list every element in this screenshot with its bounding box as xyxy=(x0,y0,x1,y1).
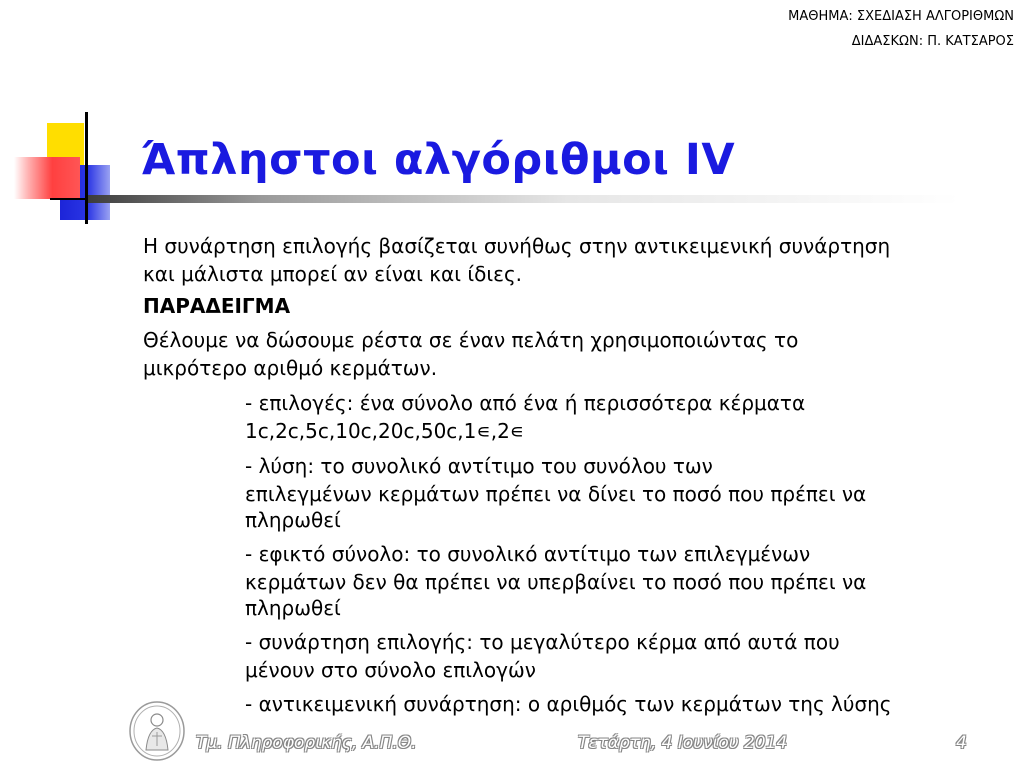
university-seal-icon xyxy=(128,700,186,762)
feasible-set-item-line-3: πληρωθεί xyxy=(245,596,341,620)
intro-line-2: και μάλιστα μπορεί αν είναι και ίδιες. xyxy=(143,262,523,286)
selection-function-item-line-2: μένουν στο σύνολο επιλογών xyxy=(245,658,536,682)
example-heading: ΠΑΡΑΔΕΙΓΜΑ xyxy=(143,294,291,318)
course-header: ΜΑΘΗΜΑ: ΣΧΕΔΙΑΣΗ ΑΛΓΟΡΙΘΜΩΝ xyxy=(788,9,1014,24)
footer-department: Τμ. Πληροφορικής, Α.Π.Θ. xyxy=(196,733,417,753)
instructor-header: ΔΙΔΑΣΚΩΝ: Π. ΚΑΤΣΑΡΟΣ xyxy=(851,34,1014,49)
logo-vertical-line xyxy=(85,112,88,224)
intro-line-1: Η συνάρτηση επιλογής βασίζεται συνήθως στην αντικειμενική συνάρτηση xyxy=(143,234,891,258)
objective-function-item-line-1: - αντικειμενική συνάρτηση: ο αριθμός των κερμάτων της λύσης xyxy=(245,692,892,716)
choices-item-line-1: - επιλογές: ένα σύνολο από ένα ή περισσότερα κέρματα xyxy=(245,391,806,415)
solution-item-line-3: πληρωθεί xyxy=(245,508,341,532)
slide-title: Άπληστοι αλγόριθμοι IV xyxy=(141,135,736,185)
solution-item-line-2: επιλεγμένων κερμάτων πρέπει να δίνει το ποσό που πρέπει να xyxy=(245,482,867,506)
goal-line-1: Θέλουμε να δώσουμε ρέστα σε έναν πελάτη χρησιμοποιώντας το xyxy=(143,328,799,352)
feasible-set-item-line-2: κερμάτων δεν θα πρέπει να υπερβαίνει το ποσό που πρέπει να xyxy=(245,570,867,594)
footer-page-number: 4 xyxy=(956,733,967,753)
choices-item-line-2: 1c,2c,5c,10c,20c,50c,1∊,2∊ xyxy=(245,419,525,443)
feasible-set-item-line-1: - εφικτό σύνολο: το συνολικό αντίτιμο των επιλεγμένων xyxy=(245,542,811,566)
solution-item-line-1: - λύση: το συνολικό αντίτιμο του συνόλου των xyxy=(245,454,713,478)
logo-red-block xyxy=(14,157,80,199)
footer-date: Τετάρτη, 4 Ιουνίου 2014 xyxy=(578,733,788,753)
selection-function-item-line-1: - συνάρτηση επιλογής: το μεγαλύτερο κέρμα από αυτά που xyxy=(245,630,840,654)
title-divider xyxy=(88,195,960,203)
goal-line-2: μικρότερο αριθμό κερμάτων. xyxy=(143,356,438,380)
